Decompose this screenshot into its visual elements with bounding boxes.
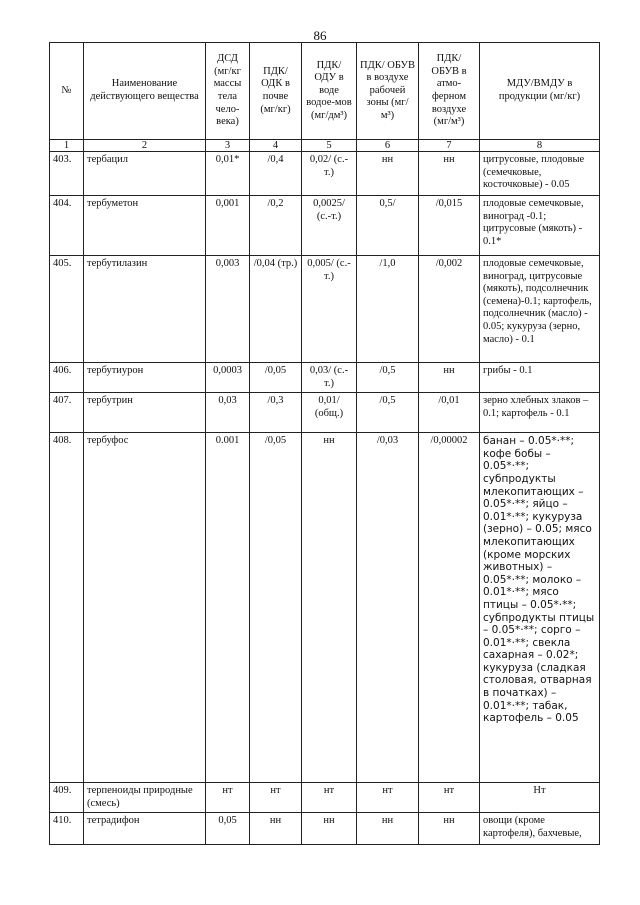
- mdu-value: овощи (кроме картофеля), бахчевые,: [480, 813, 600, 845]
- substance-name: тербутилазин: [84, 256, 206, 363]
- water-value: 0,005/ (с.-т.): [302, 256, 357, 363]
- soil-value: нн: [250, 813, 302, 845]
- soil-value: нт: [250, 783, 302, 813]
- work-air-value: /1,0: [357, 256, 419, 363]
- atm-air-value: нн: [419, 813, 480, 845]
- col-num: 3: [206, 140, 250, 152]
- atm-air-value: /0,01: [419, 393, 480, 433]
- soil-value: /0,04 (тр.): [250, 256, 302, 363]
- row-number: 403.: [50, 152, 84, 196]
- atm-air-value: /0,002: [419, 256, 480, 363]
- dsd-value: 0,001: [206, 196, 250, 256]
- header-mdu: МДУ/ВМДУ в продукции (мг/кг): [480, 43, 600, 140]
- substance-name: тетрадифон: [84, 813, 206, 845]
- row-number: 408.: [50, 433, 84, 783]
- substance-name: тербуфос: [84, 433, 206, 783]
- col-num: 7: [419, 140, 480, 152]
- mdu-value: грибы - 0.1: [480, 363, 600, 393]
- substance-name: тербуметон: [84, 196, 206, 256]
- table-row: [50, 813, 600, 845]
- soil-value: /0,4: [250, 152, 302, 196]
- mdu-value: плодовые семечковые, виноград -0.1; цитрусовые (мякоть) - 0.1*: [480, 196, 600, 256]
- table-row: [50, 363, 600, 393]
- substance-name: тербутрин: [84, 393, 206, 433]
- header-atm-air: ПДК/ ОБУВ в атмо-ферном воздухе (мг/м³): [419, 43, 480, 140]
- col-num: 4: [250, 140, 302, 152]
- header-row: [50, 43, 600, 140]
- mdu-value: зерно хлебных злаков – 0.1; картофель - 0.1: [480, 393, 600, 433]
- dsd-value: 0,03: [206, 393, 250, 433]
- dsd-value: 0,05: [206, 813, 250, 845]
- table-row: [50, 783, 600, 813]
- col-num: 2: [84, 140, 206, 152]
- work-air-value: нн: [357, 152, 419, 196]
- atm-air-value: /0,00002: [419, 433, 480, 783]
- work-air-value: нн: [357, 813, 419, 845]
- table-row: [50, 196, 600, 256]
- row-number: 407.: [50, 393, 84, 433]
- dsd-value: 0,0003: [206, 363, 250, 393]
- header-dsd: ДСД (мг/кг массы тела чело-века): [206, 43, 250, 140]
- soil-value: /0,2: [250, 196, 302, 256]
- work-air-value: /0,5: [357, 363, 419, 393]
- substance-name: терпеноиды природные (смесь): [84, 783, 206, 813]
- header-name: Наименование действующего вещества: [84, 43, 206, 140]
- dsd-value: 0,01*: [206, 152, 250, 196]
- substance-name: тербутиурон: [84, 363, 206, 393]
- table-row: [50, 152, 600, 196]
- row-number: 410.: [50, 813, 84, 845]
- col-num: 5: [302, 140, 357, 152]
- water-value: нн: [302, 813, 357, 845]
- table-row: [50, 433, 600, 783]
- work-air-value: /0,5: [357, 393, 419, 433]
- work-air-value: /0,03: [357, 433, 419, 783]
- water-value: нн: [302, 433, 357, 783]
- col-num: 1: [50, 140, 84, 152]
- row-number: 409.: [50, 783, 84, 813]
- water-value: 0,01/ (общ.): [302, 393, 357, 433]
- header-soil: ПДК/ ОДК в почве (мг/кг): [250, 43, 302, 140]
- mdu-value: Нт: [480, 783, 600, 813]
- soil-value: /0,05: [250, 363, 302, 393]
- atm-air-value: нн: [419, 363, 480, 393]
- substance-name: тербацил: [84, 152, 206, 196]
- dsd-value: 0,003: [206, 256, 250, 363]
- header-work-air: ПДК/ ОБУВ в воздухе рабочей зоны (мг/м³): [357, 43, 419, 140]
- col-num: 8: [480, 140, 600, 152]
- water-value: 0,0025/ (с.-т.): [302, 196, 357, 256]
- dsd-value: нт: [206, 783, 250, 813]
- substances-table: [49, 42, 600, 845]
- water-value: нт: [302, 783, 357, 813]
- header-water: ПДК/ ОДУ в воде водое-мов (мг/дм³): [302, 43, 357, 140]
- work-air-value: 0,5/: [357, 196, 419, 256]
- header-no: №: [50, 43, 84, 140]
- table-row: [50, 256, 600, 363]
- mdu-value: цитрусовые, плодовые (семечковые, косточковые) - 0.05: [480, 152, 600, 196]
- soil-value: /0,3: [250, 393, 302, 433]
- mdu-value: банан – 0.05*·**; кофе бобы – 0.05*·**; субпродукты млекопитающих – 0.05*·**; яйцо – 0.01*·**; кукуруза (зерно) – 0.05; мясо млекопитающих (кроме морских животных) – 0.05*·**; молоко – 0.01*·**; мясо птицы – 0.05*·**; субпродукты птицы – 0.05*·**; сорго – 0.01*·**; свекла сахарная – 0.02*; кукуруза (сладкая столовая, отварная в початках) – 0.01*·**; табак, картофель – 0.05: [480, 433, 600, 783]
- dsd-value: 0.001: [206, 433, 250, 783]
- row-number: 406.: [50, 363, 84, 393]
- page-number: 86: [313, 28, 327, 43]
- atm-air-value: нн: [419, 152, 480, 196]
- water-value: 0,02/ (с.-т.): [302, 152, 357, 196]
- water-value: 0,03/ (с.-т.): [302, 363, 357, 393]
- work-air-value: нт: [357, 783, 419, 813]
- atm-air-value: /0,015: [419, 196, 480, 256]
- col-num: 6: [357, 140, 419, 152]
- mdu-value: плодовые семечковые, виноград, цитрусовые (мякоть), подсолнечник (семена)-0.1; картофель, подсолнечник (масло) - 0.05; кукуруза (зерно, масло) - 0.1: [480, 256, 600, 363]
- soil-value: /0,05: [250, 433, 302, 783]
- table-row: [50, 393, 600, 433]
- row-number: 404.: [50, 196, 84, 256]
- row-number: 405.: [50, 256, 84, 363]
- atm-air-value: нт: [419, 783, 480, 813]
- column-number-row: [50, 140, 600, 152]
